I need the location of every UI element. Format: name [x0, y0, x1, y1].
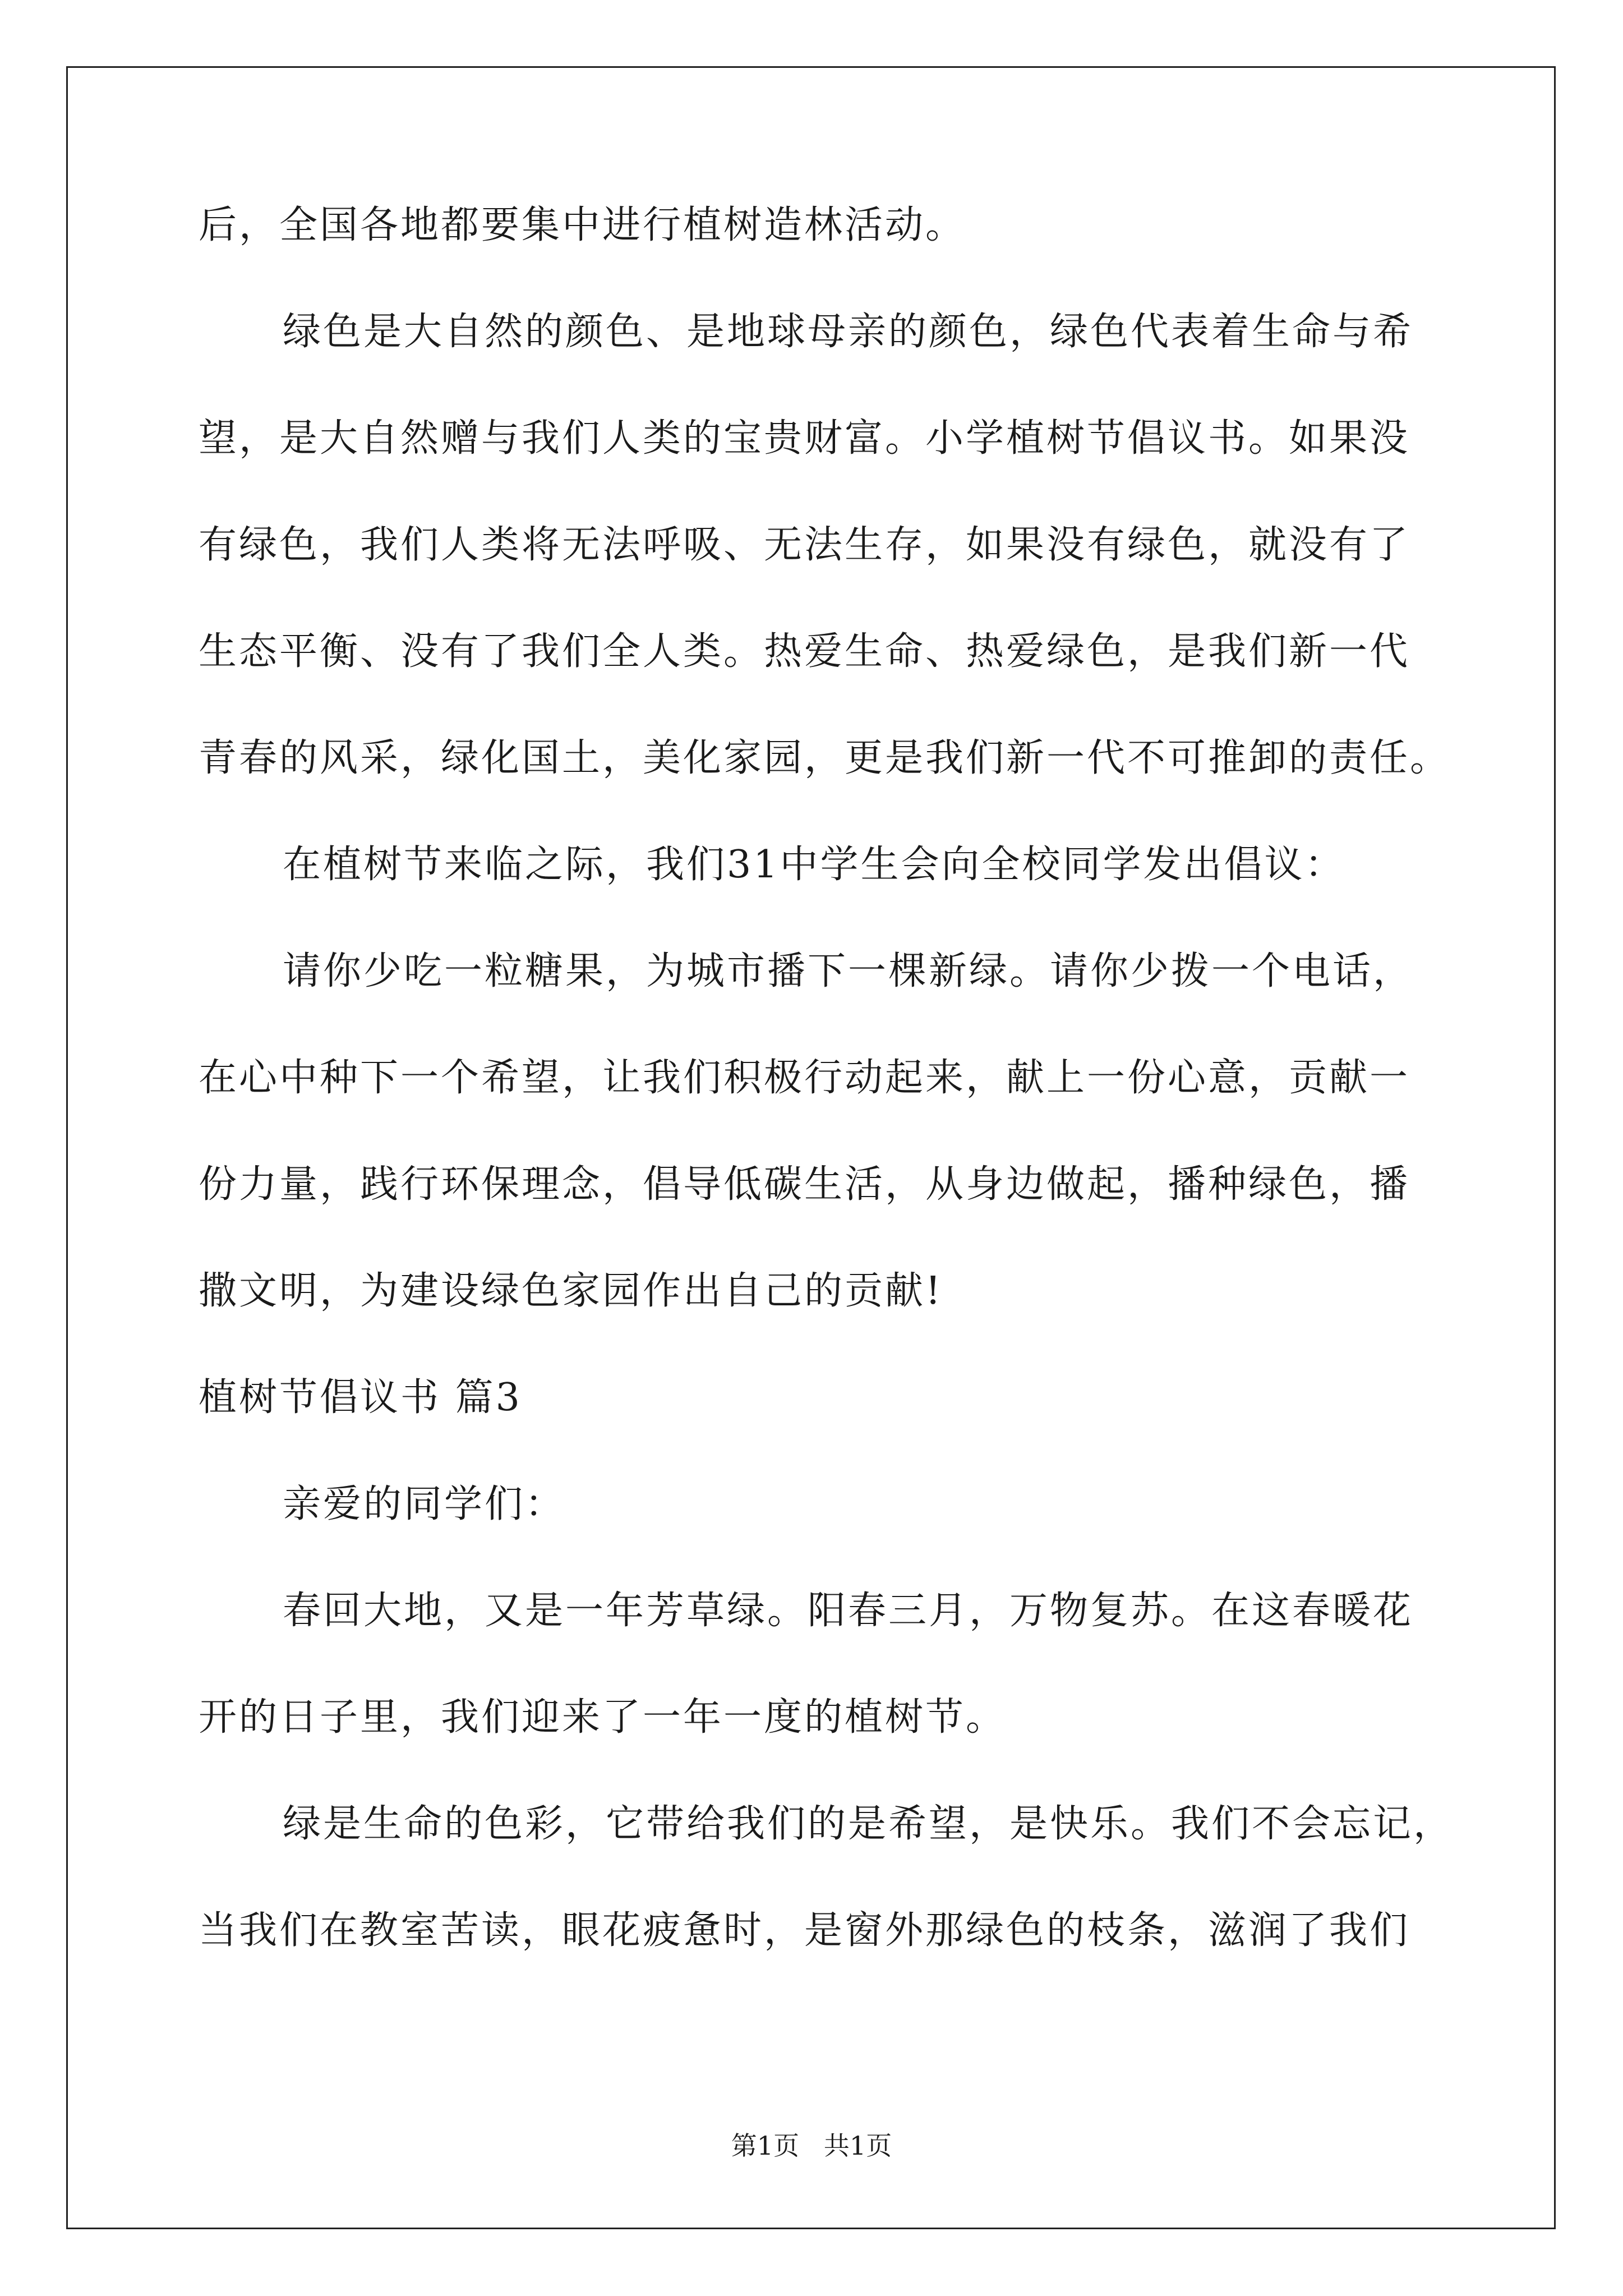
page-footer: 第1页 共1页 [731, 2131, 892, 2161]
text-line: 绿色是大自然的颜色、是地球母亲的颜色，绿色代表着生命与希 [283, 310, 1414, 354]
section-heading: 植树节倡议书 篇3 [199, 1375, 522, 1420]
text-line: 份力量，践行环保理念，倡导低碳生活，从身边做起，播种绿色，播 [199, 1162, 1410, 1207]
text-line: 开的日子里，我们迎来了一年一度的植树节。 [199, 1695, 1007, 1740]
text-line: 望，是大自然赠与我们人类的宝贵财富。小学植树节倡议书。如果没 [199, 416, 1410, 461]
text-line: 春回大地，又是一年芳草绿。阳春三月，万物复苏。在这春暖花 [283, 1589, 1414, 1633]
text-line: 在植树节来临之际，我们31中学生会向全校同学发出倡议： [283, 843, 1345, 887]
text-line: 在心中种下一个希望，让我们积极行动起来，献上一份心意，贡献一 [199, 1056, 1410, 1100]
text-line: 生态平衡、没有了我们全人类。热爱生命、热爱绿色，是我们新一代 [199, 629, 1410, 674]
text-line: 绿是生命的色彩，它带给我们的是希望，是快乐。我们不会忘记， [283, 1802, 1454, 1846]
text-line: 撒文明，为建设绿色家园作出自己的贡献! [199, 1269, 943, 1313]
text-line: 亲爱的同学们： [283, 1482, 566, 1526]
text-line: 当我们在教室苦读，眼花疲惫时，是窗外那绿色的枝条，滋润了我们 [199, 1908, 1410, 1953]
text-line: 有绿色，我们人类将无法呼吸、无法生存，如果没有绿色，就没有了 [199, 523, 1410, 567]
text-line: 请你少吃一粒糖果，为城市播下一棵新绿。请你少拨一个电话， [283, 949, 1414, 993]
text-line: 青春的风采，绿化国土，美化家园，更是我们新一代不可推卸的责任。 [199, 736, 1451, 780]
text-line: 后，全国各地都要集中进行植树造林活动。 [199, 203, 966, 247]
document-body [199, 203, 1454, 2018]
